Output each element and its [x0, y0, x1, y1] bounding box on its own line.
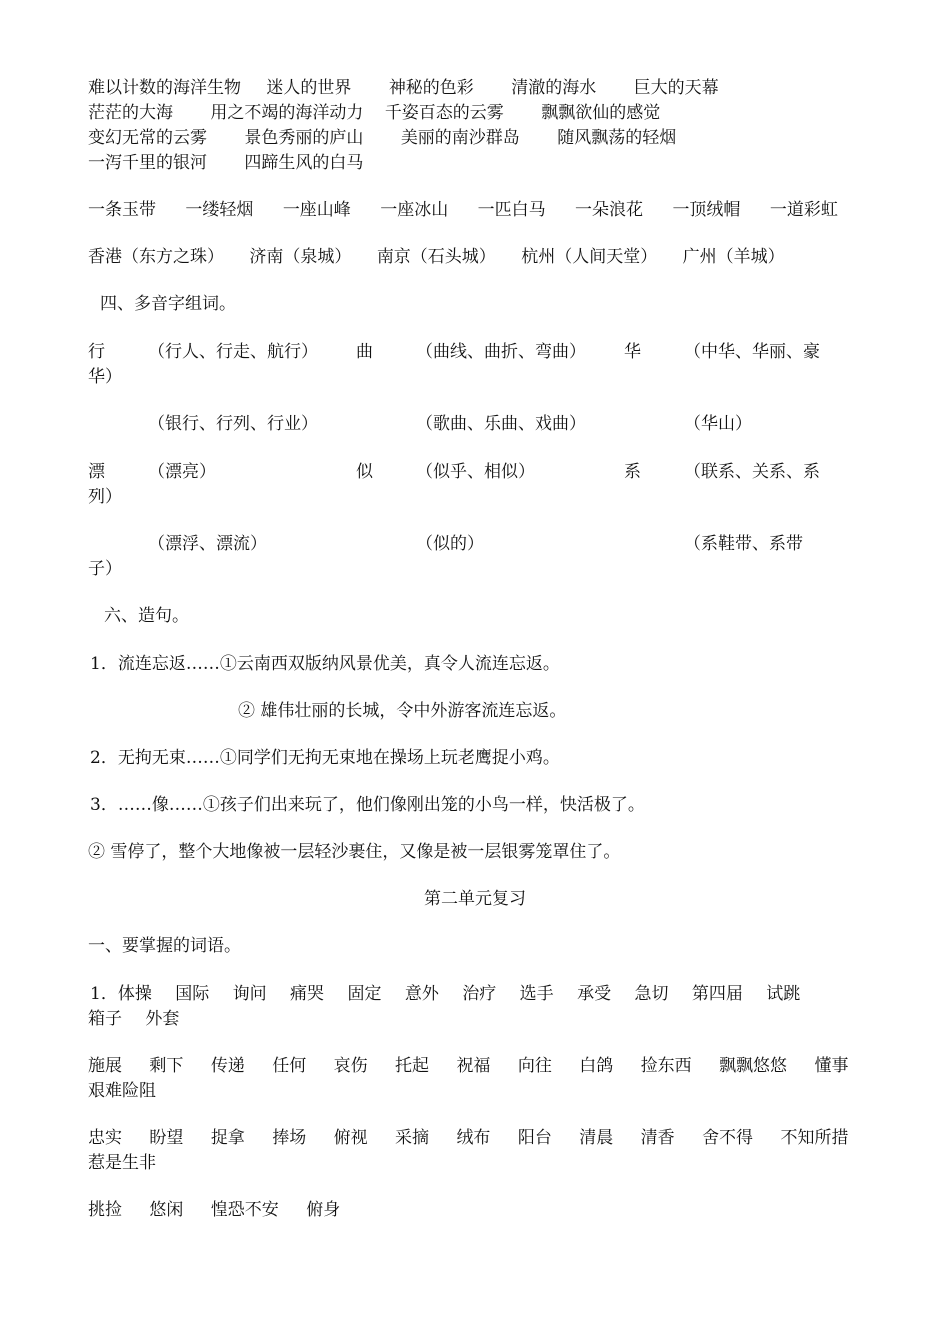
measure-word: 一匹白马 [477, 200, 546, 220]
measure-word: 一朵浪花 [575, 200, 644, 220]
vocab-word: 托起 [395, 1056, 430, 1076]
phrase: 千姿百态的云雾 [384, 103, 504, 123]
vocab-word: 承受 [577, 984, 612, 1004]
vocab-word: 任何 [272, 1056, 307, 1076]
vocab-row-3 [88, 1126, 848, 1150]
sentence: ② 雪停了，整个大地像被一层轻沙裹住，又像是被一层银雾笼罩住了。 [88, 842, 621, 862]
vocab-row-2 [88, 1054, 848, 1078]
measure-word: 一道彩虹 [769, 200, 838, 220]
polyphone-words: （曲线、曲折、弯曲） [416, 342, 586, 362]
vocab-word: 询问 [232, 984, 267, 1004]
vocab-row-1-wrap [88, 1007, 179, 1031]
vocab-word: 捡东西 [640, 1056, 692, 1076]
unit-title: 第二单元复习 [424, 889, 526, 909]
polyphone-char: 华 [624, 342, 641, 362]
vocab-word: 向往 [517, 1056, 552, 1076]
phrase: 美丽的南沙群岛 [400, 128, 520, 148]
vocab-word: 国际 [175, 984, 210, 1004]
measure-word: 一座山峰 [282, 200, 351, 220]
city-nickname: 杭州（人间天堂） [521, 247, 658, 267]
phrase: 景色秀丽的庐山 [244, 128, 364, 148]
vocab-word: 绒布 [456, 1128, 491, 1148]
city-nickname: 广州（羊城） [682, 247, 785, 267]
vocab-word: 阳台 [517, 1128, 552, 1148]
city-nickname: 南京（石头城） [376, 247, 496, 267]
vocab-word: 飘飘悠悠 [719, 1056, 788, 1076]
vocab-word: 惶恐不安 [210, 1200, 279, 1220]
vocab-word: 第四届 [691, 984, 743, 1004]
phrase: 变幻无常的云雾 [88, 128, 207, 148]
vocab-word: 忠实 [88, 1128, 122, 1148]
measure-word: 一条玉带 [88, 200, 156, 220]
city-nickname: 香港（东方之珠） [88, 247, 224, 267]
polyphone-words: （行人、行走、航行） [148, 342, 318, 362]
vocab-word: 剩下 [149, 1056, 184, 1076]
polyphone-words: （系鞋带、系带 [684, 534, 803, 554]
vocab-word: 清晨 [579, 1128, 614, 1148]
vocab-word: 箱子 [88, 1009, 122, 1029]
phrase: 一泻千里的银河 [88, 153, 207, 173]
phrase-row-3 [88, 126, 676, 150]
city-nickname: 济南（泉城） [249, 247, 352, 267]
vocab-word: 舍不得 [702, 1128, 754, 1148]
phrase: 茫茫的大海 [88, 103, 173, 123]
vocab-row-2-wrap: 艰难险阻 [88, 1081, 156, 1101]
polyphone-char: 漂 [88, 462, 105, 482]
vocab-word: 俯视 [333, 1128, 368, 1148]
unit-heading-vocab: 一、要掌握的词语。 [88, 936, 241, 956]
vocab-word: 盼望 [149, 1128, 184, 1148]
phrase: 巨大的天幕 [633, 78, 719, 98]
polyphone-char: 曲 [356, 342, 373, 362]
polyphone-words-wrap: 子） [88, 559, 122, 579]
vocab-word: 痛哭 [290, 984, 325, 1004]
sentence: ② 雄伟壮丽的长城，令中外游客流连忘返。 [238, 701, 567, 721]
vocab-word: 急切 [634, 984, 669, 1004]
polyphone-words: （联系、关系、系 [684, 462, 820, 482]
measure-word-row [88, 198, 838, 222]
polyphone-char: 系 [624, 462, 641, 482]
phrase-row-2 [88, 101, 660, 125]
polyphone-words: （中华、华丽、豪 [684, 342, 820, 362]
vocab-word: 施展 [88, 1056, 122, 1076]
vocab-word: 清香 [640, 1128, 675, 1148]
vocab-row-1 [90, 982, 800, 1006]
phrase: 难以计数的海洋生物 [88, 78, 241, 98]
measure-word: 一顶绒帽 [672, 200, 741, 220]
phrase: 四蹄生风的白马 [244, 153, 364, 173]
vocab-word: 传递 [210, 1056, 245, 1076]
vocab-word: 俯身 [306, 1200, 341, 1220]
phrase: 神秘的色彩 [388, 78, 474, 98]
city-nickname-row [88, 245, 785, 269]
vocab-word: 捉拿 [210, 1128, 245, 1148]
polyphone-words: （漂浮、漂流） [148, 534, 267, 554]
measure-word: 一座冰山 [380, 200, 449, 220]
phrase-row-1 [88, 76, 719, 100]
vocab-row-3-wrap: 惹是生非 [88, 1153, 156, 1173]
vocab-word: 悠闲 [149, 1200, 184, 1220]
phrase: 用之不竭的海洋动力 [210, 103, 364, 123]
polyphone-words-wrap: 华） [88, 367, 122, 387]
polyphone-words: （歌曲、乐曲、戏曲） [416, 414, 586, 434]
phrase: 飘飘欲仙的感觉 [541, 103, 661, 123]
vocab-word: 白鸽 [579, 1056, 614, 1076]
phrase-row-4 [88, 151, 363, 175]
vocab-word: 捧场 [272, 1128, 307, 1148]
vocab-word: 试跳 [766, 984, 801, 1004]
vocab-word: 固定 [347, 984, 382, 1004]
polyphone-char: 似 [356, 462, 373, 482]
polyphone-words: （银行、行列、行业） [148, 414, 318, 434]
vocab-word: 意外 [404, 984, 439, 1004]
measure-word: 一缕轻烟 [185, 200, 254, 220]
polyphone-words: （似的） [416, 534, 484, 554]
vocab-word: 治疗 [462, 984, 497, 1004]
vocab-word: 不知所措 [780, 1128, 849, 1148]
polyphone-words: （漂亮） [148, 462, 216, 482]
phrase: 随风飘荡的轻烟 [557, 128, 677, 148]
vocab-word: 祝福 [456, 1056, 491, 1076]
vocab-word: 懂事 [814, 1056, 849, 1076]
phrase: 迷人的世界 [266, 78, 352, 98]
sentence: 1．流连忘返……①云南西双版纳风景优美，真令人流连忘返。 [90, 654, 560, 674]
vocab-word: 外套 [145, 1009, 180, 1029]
phrase: 清澈的海水 [511, 78, 597, 98]
section-heading-polyphones: 四、多音字组词。 [100, 294, 236, 314]
sentence: 2．无拘无束……①同学们无拘无束地在操场上玩老鹰捉小鸡。 [90, 748, 560, 768]
vocab-word: 1．体操 [90, 984, 152, 1004]
vocab-word: 哀伤 [333, 1056, 368, 1076]
polyphone-words-wrap: 列） [88, 487, 122, 507]
vocab-row-4 [88, 1198, 340, 1222]
section-heading-sentences: 六、造句。 [104, 606, 189, 626]
polyphone-words: （似乎、相似） [416, 462, 535, 482]
polyphone-char: 行 [88, 342, 105, 362]
vocab-word: 挑捡 [88, 1200, 122, 1220]
vocab-word: 采摘 [395, 1128, 430, 1148]
sentence: 3．……像……①孩子们出来玩了，他们像刚出笼的小鸟一样，快活极了。 [90, 795, 645, 815]
vocab-word: 选手 [519, 984, 554, 1004]
polyphone-words: （华山） [684, 414, 752, 434]
